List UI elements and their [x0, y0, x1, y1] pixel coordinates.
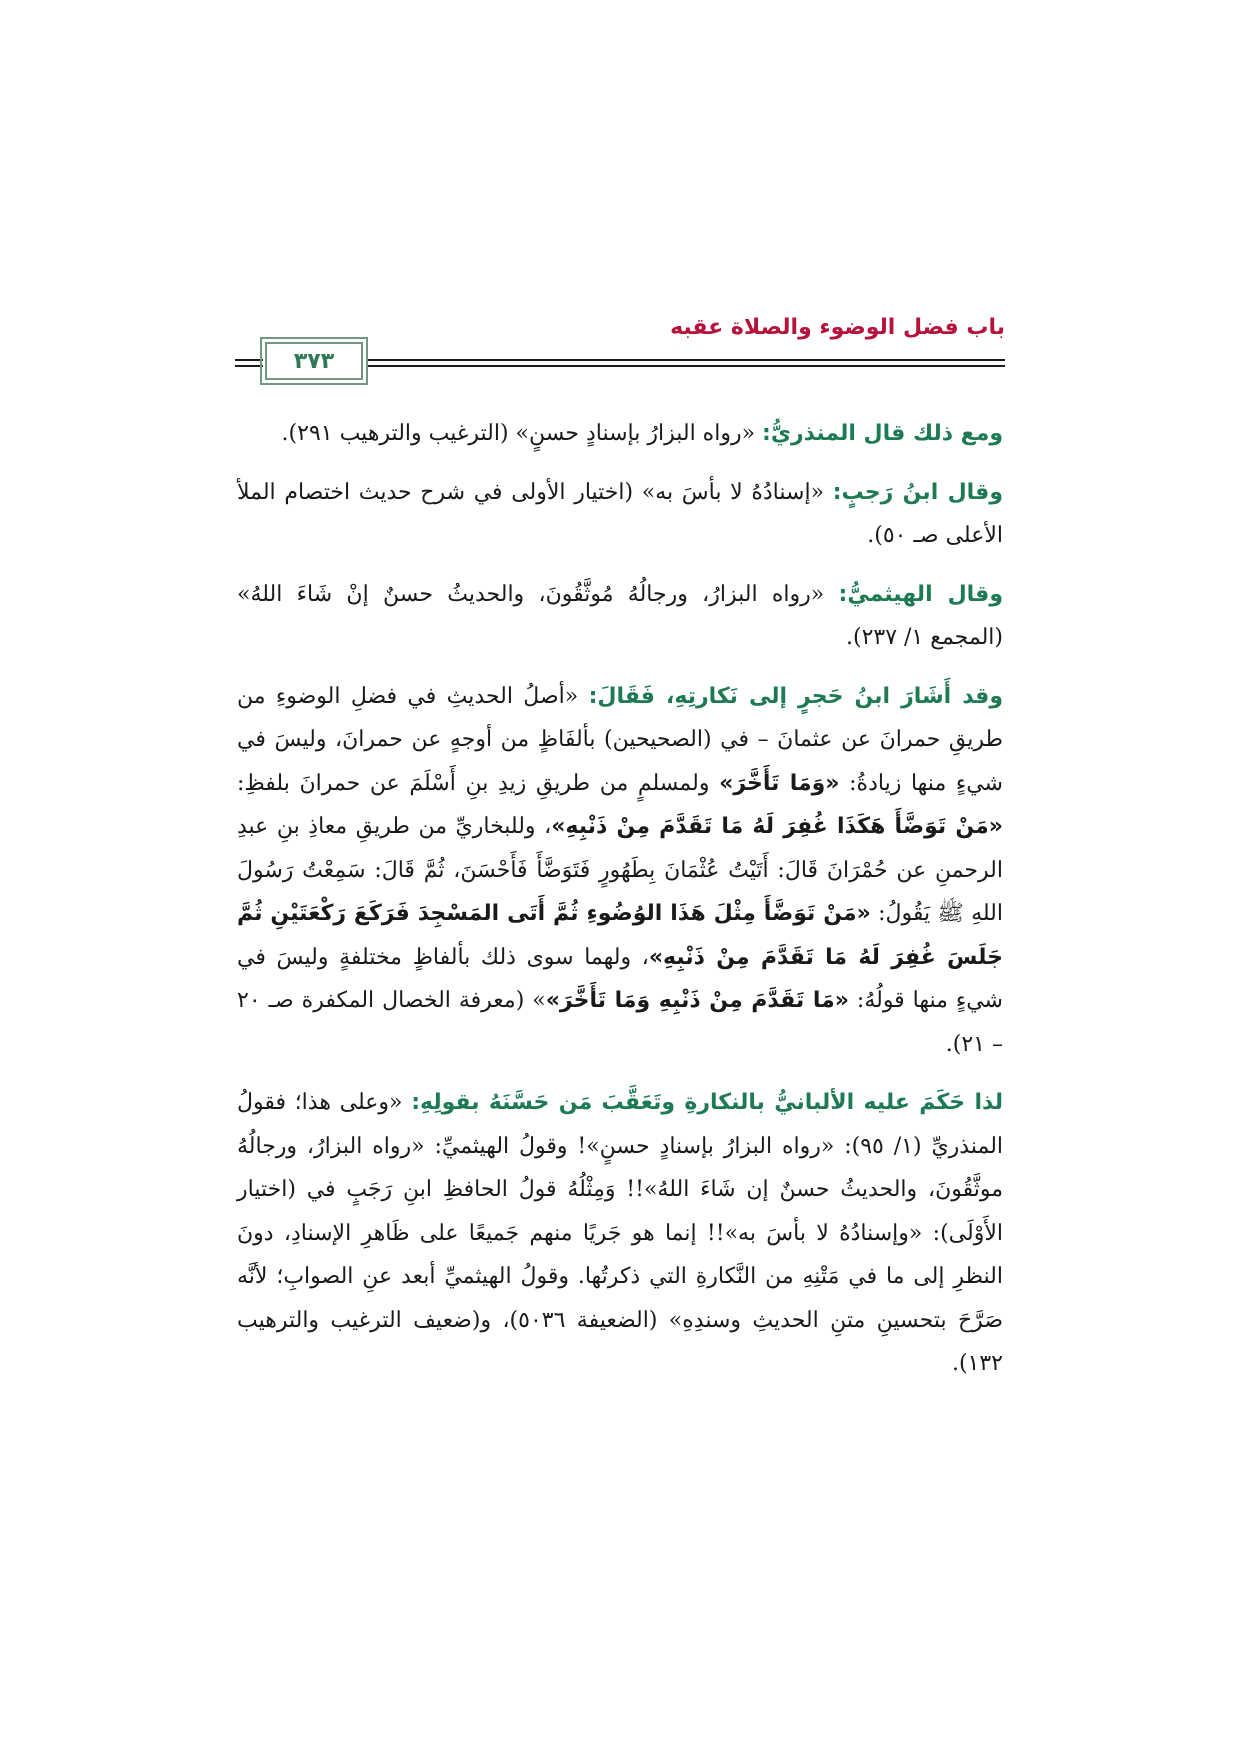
header-rule-left: [235, 359, 263, 361]
paragraph: [237, 675, 1003, 1067]
paragraph-text: ولمسلمٍ من طريقِ زيدِ بنِ أَسْلَمَ عن حمرانَ بلفظِ:: [237, 770, 720, 796]
paragraph-text: «أصلُ الحديثِ في فضلِ الوضوءِ من طريقِ حمرانَ عن عثمانَ – في (الصحيحين) بألفَاظٍ من أوجهٍ عن حمرانَ، وليسَ في شيءٍ منها زيادةُ:: [237, 683, 1003, 796]
paragraph-text: «رواه البزارُ بإسنادٍ حسنٍ» (الترغيب والترهيب ٢٩١).: [281, 421, 763, 446]
paragraph-text: «رواه البزارُ، ورجالُهُ مُوثَّقُونَ، والحديثُ حسنٌ إنْ شَاءَ اللهُ» (المجمع ١/ ٢٣٧).: [237, 581, 1003, 650]
header-rule: [368, 359, 1005, 361]
paragraph-text: ، وللبخاريِّ من طريقِ معاذِ بنِ عبدِ الرحمنِ عن حُمْرَانَ قَالَ: أَتَيْتُ عُثْمَانَ بِطَهُورٍ فَتَوَضَّأَ فَأَحْسَنَ، ثُمَّ قَالَ: سَمِعْتُ رَسُولَ اللهِ ﷺ يَقُولُ:: [237, 814, 1003, 926]
paragraph-lead: وقال ابنُ رَجبٍ:: [832, 479, 1003, 505]
header-rule: [368, 365, 1005, 367]
paragraph-text: » (معرفة الخصال المكفرة صـ ٢٠ – ٢١).: [237, 988, 1003, 1057]
paragraph-text: «إسنادُهُ لا بأسَ به» (اختيار الأولى في شرح حديث اختصام الملأ الأعلى صـ ٥٠).: [237, 479, 1003, 548]
body-text: [237, 412, 1003, 1401]
paragraph-lead: لذا حَكَمَ عليه الألبانيُّ بالنكارةِ وتَعَقَّبَ مَن حَسَّنَهُ بقولِهِ:: [411, 1090, 1004, 1115]
paragraph-lead: ومع ذلك قال المنذريُّ:: [762, 421, 1003, 446]
paragraph: [237, 412, 1003, 456]
paragraph-text: «وعلى هذا؛ فقولُ المنذريِّ (١/ ٩٥): «رواه البزارُ بإسنادٍ حسنٍ»! وقولُ الهيثميِّ: «رواه البزارُ، ورجالُهُ موثَّقُونَ، والحديثُ حسنٌ إن شَاءَ اللهُ»!! وَمِثْلُهُ قولُ الحافظِ ابنِ رَجَبٍ في (اختيار الأَوْلَى): «وإسنادُهُ لا بأسَ به»!! إنما هو جَريًا منهم جَميعًا على ظَاهرِ الإسنادِ، دونَ النظرِ إلى ما في مَتْنِهِ من النَّكارةِ التي ذكرتُها. وقولُ الهيثميِّ أبعد عنِ الصوابِ؛ لأنَّه صَرَّحَ بتحسينِ متنِ الحديثِ وسندِهِ» (الضعيفة ٥٠٣٦)، و(ضعيف الترغيب والترهيب ١٣٢).: [237, 1090, 1004, 1376]
page-number-badge: [265, 342, 363, 380]
paragraph: [237, 573, 1003, 660]
paragraph-text: ، ولهما سوى ذلك بألفاظٍ مختلفةٍ وليسَ في شيءٍ منها قولُهُ:: [237, 944, 1003, 1013]
chapter-title: باب فضل الوضوء والصلاة عقبه: [670, 315, 1005, 340]
page-number: ٣٧٣: [293, 348, 335, 374]
paragraph-lead: وقال الهيثميُّ:: [838, 581, 1003, 607]
paragraph: [237, 471, 1003, 558]
page-header: [235, 315, 1005, 375]
paragraph: [237, 1081, 1003, 1386]
paragraph-lead: وقد أَشَارَ ابنُ حَجرٍ إلى نَكارتِهِ، فَقَالَ:: [588, 683, 1004, 709]
hadith-quote: «وَمَا تَأَخَّرَ»: [719, 770, 840, 796]
hadith-quote: «مَا تَقَدَّمَ مِنْ ذَنْبِهِ وَمَا تَأَخَّرَ»: [545, 988, 849, 1013]
hadith-quote: «مَنْ تَوَضَّأَ هَكَذَا غُفِرَ لَهُ مَا تَقَدَّمَ مِنْ ذَنْبِهِ»: [551, 814, 1003, 839]
header-rule-left: [235, 365, 263, 367]
hadith-quote: «مَنْ تَوَضَّأَ مِثْلَ هَذَا الوُضُوءِ ثُمَّ أَتَى المَسْجِدَ فَرَكَعَ رَكْعَتَيْنِ ثُمَّ جَلَسَ غُفِرَ لَهُ مَا تَقَدَّمَ مِنْ ذَنْبِهِ»: [237, 901, 1003, 970]
